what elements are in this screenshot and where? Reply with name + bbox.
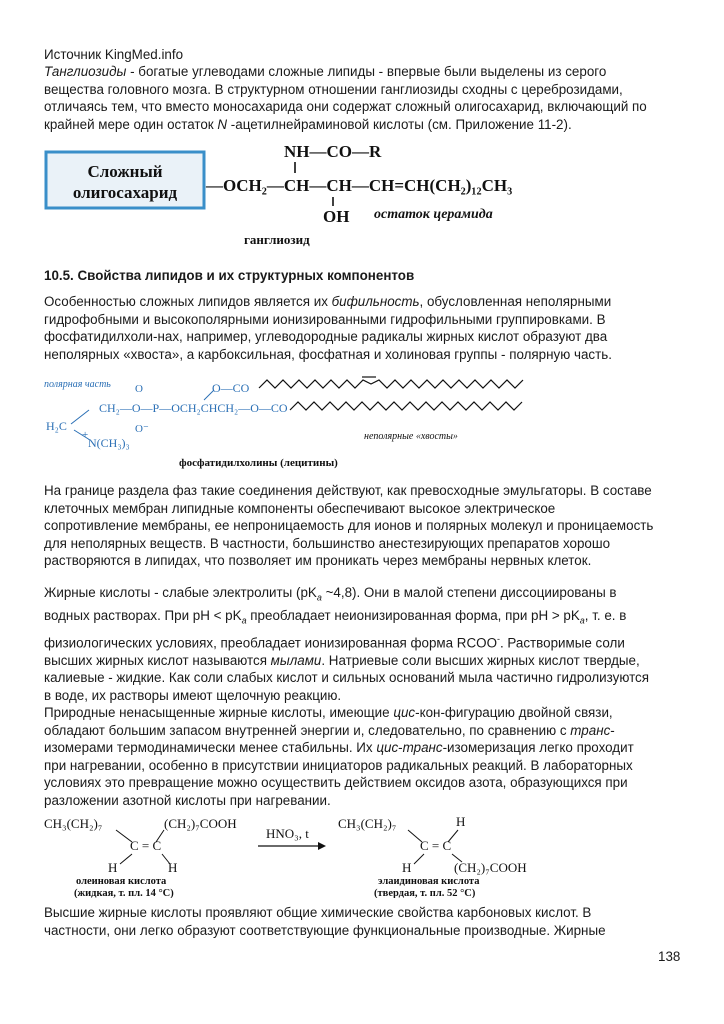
box-line2: олигосахарид xyxy=(72,183,178,202)
polar-ester-top: O—CO xyxy=(212,381,250,395)
elaidic-name: элаидиновая кислота xyxy=(378,876,480,887)
phosphatidylcholine-figure xyxy=(44,372,684,472)
ceramide-label: остаток церамида xyxy=(374,207,493,222)
oleic-double-bond: C = C xyxy=(130,838,162,853)
term-gangliosides: Танглиозиды xyxy=(44,64,127,79)
paragraph-emulsifiers: На границе раздела фаз такие соединения действуют, как превосходные эмульгаторы. В составе клеточных мембран липидные компоненты обеспечивают высокое электрическое сопротивление мембраны, ее непроницаемость для ионов и полярных молекул и проницаемость для неполярных веществ. В частности, большинство анестезирующих препаратов хорошо растворяются в липидах, что позволяет им проникать через мембраны нервных клеток. xyxy=(44,483,654,569)
paragraph-cis-trans: Природные ненасыщенные жирные кислоты, имеющие цис-кон-фигурацию двойной связи, обладают большим запасом внутренней энергии и, следовательно, по сравнению с транс- изомерами термодинамически менее стабильны. Их цис-транс-изомеризация легко проходит при нагревании, особенно в присутствии инициаторов радикальных реакций. В лабораторных условиях это превращение можно осуществить действием оксидов азота, образующихся при разложении азотной кислоты при нагревании. xyxy=(44,705,634,808)
source-header: Источник KingMed.info xyxy=(44,47,184,62)
oleic-left-top: CH₃(CH₂)₇ xyxy=(44,816,103,831)
ganglioside-figure xyxy=(44,138,684,250)
hydroxyl-group: OH xyxy=(323,207,350,226)
phosphatidylcholine-caption: фосфатидилхолины (лецитины) xyxy=(179,457,338,469)
nonpolar-tail-lower xyxy=(290,402,522,410)
amide-group: NH—CO—R xyxy=(284,142,382,161)
section-title: 10.5. Свойства липидов и их структурных компонентов xyxy=(44,268,415,283)
elaidic-left-top: CH₃(CH₂)₇ xyxy=(338,816,397,831)
paragraph-gangliosides: Танглиозиды - богатые углеводами сложные липиды - впервые были выделены из серого вещества головного мозга. В структурном отношении ганглиозиды сходны с цереброзидами, отличаясь тем, что вместо моносахарида они содержат сложный олигосахарид, включающий по крайней мере один остаток N -ацетилнейраминовой кислоты (см. Приложение 11-2). xyxy=(44,64,647,132)
oleic-h1: H xyxy=(108,860,118,875)
reaction-arrow-head xyxy=(318,842,326,850)
nonpolar-tail-upper xyxy=(259,380,523,388)
elaidic-bond3 xyxy=(414,854,424,864)
bond-top xyxy=(204,390,214,400)
o-minus: O⁻ xyxy=(135,423,149,435)
elaidic-h-top: H xyxy=(456,814,466,829)
oleic-right-top: (CH₂)₇COOH xyxy=(164,816,237,831)
polar-part-label: полярная часть xyxy=(44,379,111,390)
o-top: O xyxy=(135,383,143,395)
reagent-label: HNO₃, t xyxy=(266,826,309,841)
oleic-name: олеиновая кислота xyxy=(76,876,167,887)
oleic-bond3 xyxy=(120,854,132,864)
paragraph-electrolytes: Жирные кислоты - слабые электролиты ($рK_a$ ~4,8). Они в малой степени диссоциированы в водных растворах. При рН < $рK_a$ преобладает неионизированная форма, при рН > $рK_a$, т. е. в физиологических условиях, преобладает ионизированная форма RCOO-. Растворимые соли высших жирных кислот называются мылами. Натриевые соли высших жирных кислот твердые, калиевые - жидкие. Как соли слабых кислот и сильных оснований мыла частично гидролизуются в воде, их растворы имеют щелочную реакцию. xyxy=(44,585,649,703)
ganglioside-caption: ганглиозид xyxy=(244,232,310,247)
h2c-group: H₂C xyxy=(46,419,67,433)
elaidic-h-bot: H xyxy=(402,860,412,875)
polar-main-chain: CH₂—O—P—OCH₂CHCH₂—O—CO xyxy=(99,401,288,415)
plus-charge: + xyxy=(82,429,89,441)
bond-left1 xyxy=(71,410,89,424)
paragraph-biphilicity: Особенностью сложных липидов является их бифильность, обусловленная неполярными гидрофобными и высокополярными ионизированными гидрофильными группировками. В фосфатидилхоли-нах, например, углеводородные радикалы жирных кислот образуют два неполярных «хвоста», а карбоксильная, фосфатная и холиновая группы - полярную часть. xyxy=(44,294,612,362)
trimethylammonium: N(CH₃)₃ xyxy=(88,436,130,450)
box-line1: Сложный xyxy=(87,162,163,181)
elaidic-right-bot: (CH₂)₇COOH xyxy=(454,860,527,875)
elaidic-double-bond: C = C xyxy=(420,838,452,853)
ceramide-chain: —OCH₂—CH—CH—CH=CH(CH₂)₁₂CH₃ xyxy=(206,176,513,195)
oleic-props: (жидкая, т. пл. 14 °С) xyxy=(74,888,174,898)
nonpolar-tails-label: неполярные «хвосты» xyxy=(364,431,458,442)
isomerization-figure xyxy=(44,812,684,898)
paragraph-chemical-props: Высшие жирные кислоты проявляют общие химические свойства карбоновых кислот. В частности, они легко образуют соответствующие функциональные производные. Жирные xyxy=(44,905,606,938)
page-number: 138 xyxy=(658,949,681,964)
oleic-h2: H xyxy=(168,860,178,875)
elaidic-props: (твердая, т. пл. 52 °С) xyxy=(374,888,476,898)
